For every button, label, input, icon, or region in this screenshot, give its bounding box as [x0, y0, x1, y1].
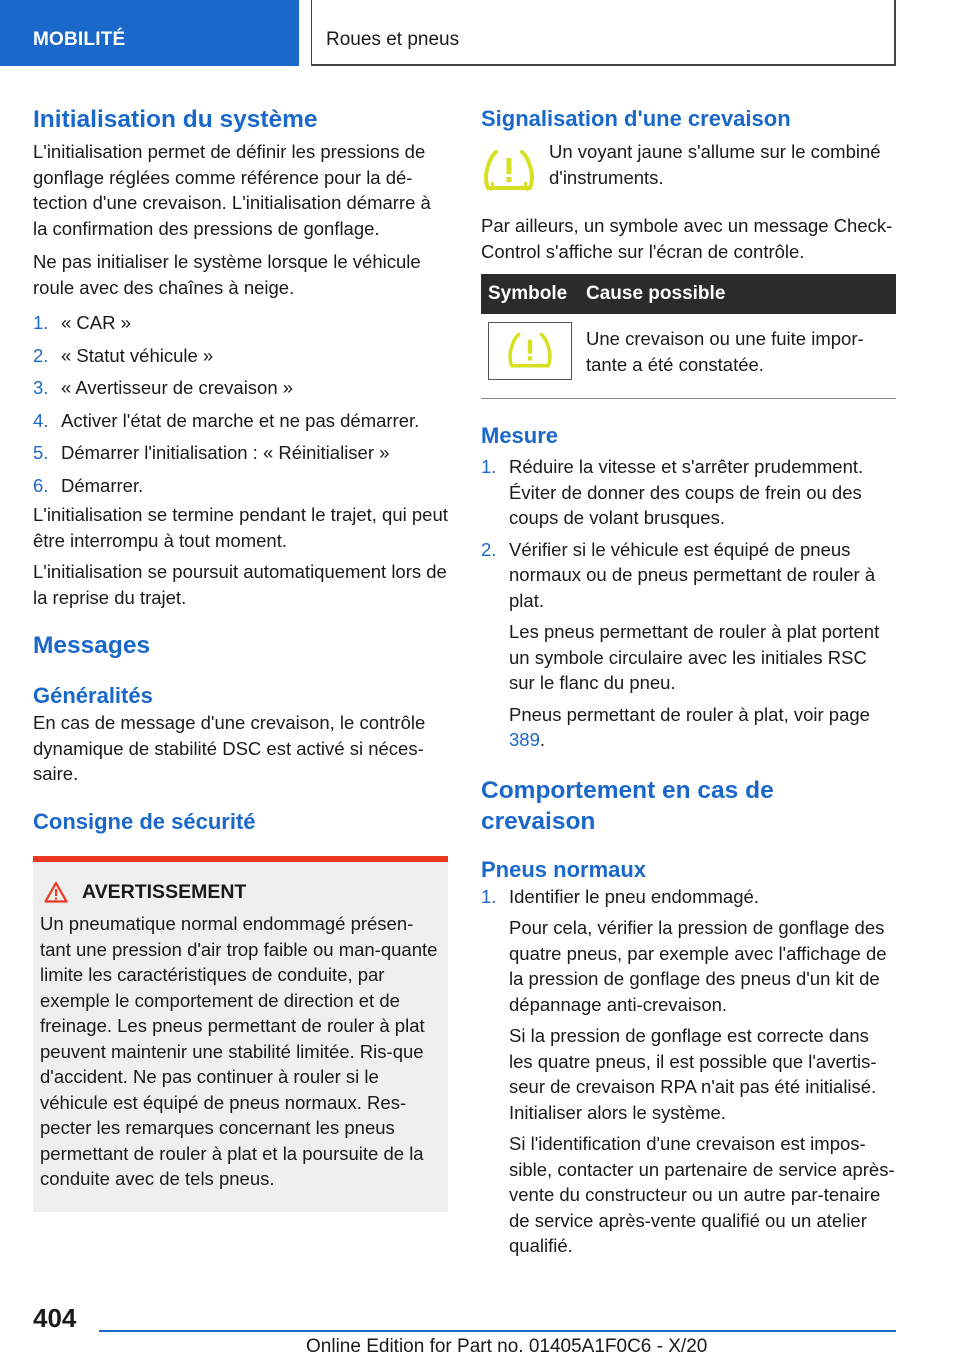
section-title: MOBILITÉ	[33, 29, 126, 50]
step-text: « Avertisseur de crevaison »	[61, 377, 294, 398]
warning-box	[33, 856, 448, 1212]
general-title: Généralités	[33, 683, 153, 708]
init-title: Initialisation du système	[33, 106, 318, 133]
step-number: 2.	[33, 344, 49, 366]
right-column	[481, 100, 896, 1259]
step-text: Identifier le pneu endommagé.	[509, 885, 759, 907]
step-text: « Statut véhicule »	[61, 344, 214, 366]
ref-end: .	[539, 729, 546, 750]
general-paragraph: En cas de message d'une crevaison, le contrôle dynamique de stabilité DSC est activé si néces-saire.	[33, 712, 426, 784]
init-steps	[33, 310, 448, 498]
messages-title: Messages	[33, 632, 151, 659]
tpms-symbol-box	[488, 322, 572, 380]
measure-steps	[481, 454, 896, 753]
measure-title: Mesure	[481, 423, 559, 448]
list-item	[33, 375, 448, 401]
table-cell-symbol	[481, 314, 579, 399]
warning-text: Un pneumatique normal endommagé présen-tant une pression d'air trop faible ou man-quante limite les caractéristiques de conduite, par exemple le comportement de direction et de freinage. Les pneus permettant de rouler à plat peuvent maintenir une stabilité limitée. Ris-que d'accident. Ne pas continuer à rouler si le véhicule est équipé de pneus normaux. Res-pecter les remarques concernant les pneus permettant de rouler à plat et la poursuite de la conduite avec de tels pneus.	[40, 913, 438, 1189]
table-head-cause: Cause possible	[579, 274, 896, 314]
step-detail: Si la pression de gonflage est correcte dans les quatre pneus, il est possible que l'avertis-seur de crevaison RPA n'ait pas été initialisé. Initialiser alors le système.	[509, 1025, 877, 1123]
step-text: Démarrer l'initialisation : « Réinitialiser »	[61, 442, 390, 463]
page-link[interactable]: 389	[509, 729, 540, 750]
init-paragraph-3: L'initialisation se termine pendant le trajet, qui peut être interrompu à tout moment.	[33, 504, 448, 551]
warning-triangle-icon	[44, 881, 68, 903]
ref-text: Pneus permettant de rouler à plat, voir page	[509, 703, 870, 725]
table-row	[481, 314, 896, 399]
table-header-row	[481, 274, 896, 314]
table-head-symbol: Symbole	[481, 274, 579, 314]
step-text: Activer l'état de marche et ne pas démarrer.	[61, 409, 420, 431]
list-item	[33, 408, 448, 434]
list-item	[481, 537, 896, 753]
step-number: 1.	[33, 312, 49, 333]
safety-title: Consigne de sécurité	[33, 808, 256, 834]
footer-edition: Online Edition for Part no. 01405A1F0C6 - X/20	[306, 1336, 708, 1357]
list-item	[33, 310, 448, 336]
step-text: Vérifier si le véhicule est équipé de pneus normaux ou de pneus permettant de rouler à plat.	[509, 538, 876, 611]
list-item	[481, 454, 896, 531]
tire-pressure-warning-icon	[482, 148, 536, 194]
step-number: 3.	[33, 377, 49, 398]
list-item	[33, 343, 448, 369]
section-tab	[0, 0, 299, 66]
init-paragraph-1: L'initialisation permet de définir les pressions de gonflage réglées comme référence pour la dé-tection d'une crevaison. L'initialisation démarre à la confirmation des pressions de gonflage.	[33, 141, 431, 239]
signal-paragraph-2: Par ailleurs, un symbole avec un message Check-Control s'affiche sur l'écran de contrôle.	[481, 215, 893, 262]
list-item	[33, 440, 448, 466]
list-item	[33, 473, 448, 499]
step-number: 1.	[481, 456, 497, 477]
init-paragraph-2: Ne pas initialiser le système lorsque le véhicule roule avec des chaînes à neige.	[33, 251, 421, 298]
warning-title: AVERTISSEMENT	[82, 880, 247, 903]
tire-pressure-warning-icon	[506, 331, 554, 371]
table-cell-cause: Une crevaison ou une fuite impor-tante a été constatée.	[579, 314, 896, 399]
signal-title: Signalisation d'une crevaison	[481, 106, 791, 131]
chapter-title: Roues et pneus	[326, 29, 460, 50]
step-number: 5.	[33, 442, 49, 463]
step-number: 2.	[481, 538, 497, 560]
left-column	[33, 100, 448, 1212]
footer-divider	[99, 1330, 896, 1332]
symbol-table	[481, 274, 896, 399]
step-detail: Pour cela, vérifier la pression de gonflage des quatre pneus, par exemple avec l'affichage de la pression de gonflage des pneus d'un kit de dépannage anti-crevaison.	[509, 917, 887, 1015]
chapter-header	[311, 0, 896, 66]
step-number: 1.	[481, 885, 497, 907]
step-detail: Les pneus permettant de rouler à plat portent un symbole circulaire avec les initiales RSC sur le flanc du pneu.	[509, 621, 880, 693]
step-number: 6.	[33, 474, 49, 496]
normal-title: Pneus normaux	[481, 856, 647, 882]
step-text: « CAR »	[61, 312, 131, 333]
list-item	[481, 884, 896, 1259]
tpms-indicator	[481, 143, 537, 199]
step-detail: Si l'identification d'une crevaison est impos-sible, contacter un partenaire de service après-vente du constructeur ou un autre par-tenaire de service après-vente qualifié ou un atelier qualifié.	[509, 1133, 895, 1256]
step-text: Démarrer.	[61, 474, 144, 496]
step-number: 4.	[33, 409, 49, 431]
init-paragraph-4: L'initialisation se poursuit automatiquement lors de la reprise du trajet.	[33, 561, 447, 608]
signal-icon-row	[481, 143, 896, 199]
warning-header	[40, 880, 438, 906]
step-detail-ref	[509, 702, 896, 753]
signal-paragraph-1: Un voyant jaune s'allume sur le combiné d'instruments.	[549, 141, 881, 188]
normal-steps	[481, 884, 896, 1259]
step-text: Réduire la vitesse et s'arrêter prudemment. Éviter de donner des coups de frein ou des coups de volant brusques.	[509, 456, 864, 528]
page-number: 404	[33, 1303, 77, 1333]
behavior-title: Comportement en cas de crevaison	[481, 776, 774, 835]
